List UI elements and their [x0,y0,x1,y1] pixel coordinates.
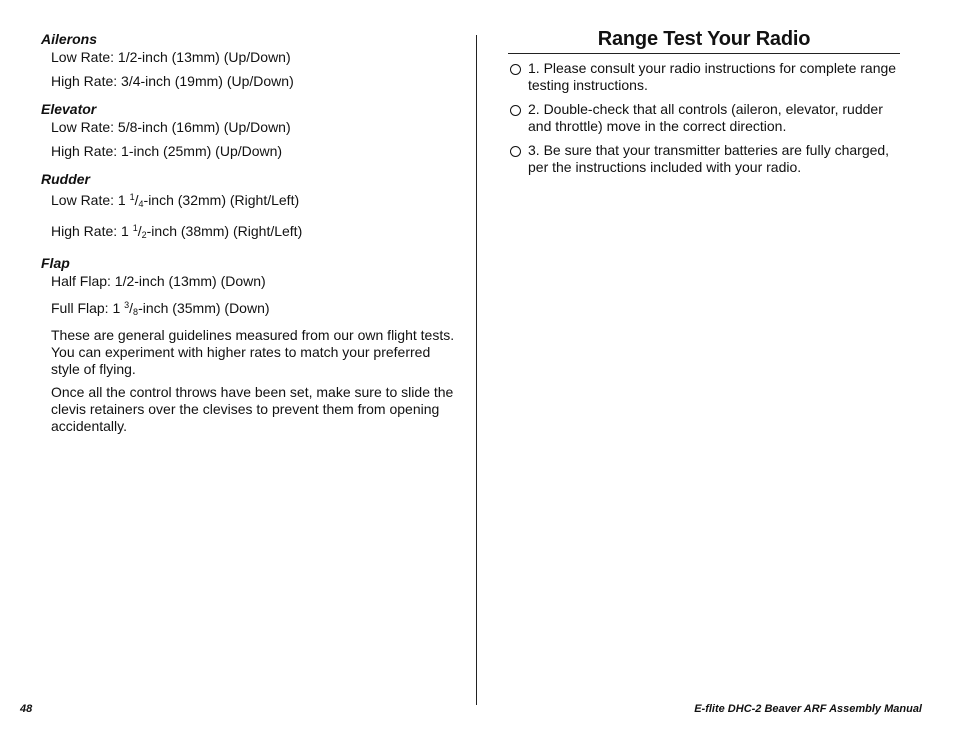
range-test-step[interactable] [508,60,900,94]
title-underline [508,53,900,54]
page-number: 48 [20,703,33,715]
flap-full-rate: Full Flap: 1 $^3/_8$-inch (35mm) (Down) [51,300,270,317]
step-text: 2. Double-check that all controls (aileron, elevator, rudder and throttle) move in the correct direction. [528,101,883,134]
checkbox-icon[interactable] [510,146,521,157]
elevator-low-rate: Low Rate: 5/8-inch (16mm) (Up/Down) [51,119,291,135]
ailerons-high-rate: High Rate: 3/4-inch (19mm) (Up/Down) [51,73,294,89]
elevator-heading: Elevator [41,101,97,117]
rudder-low-rate: Low Rate: 1 $^1/_4$-inch (32mm) (Right/Left) [51,192,300,209]
range-test-step[interactable] [508,142,900,176]
manual-title: E-flite DHC-2 Beaver ARF Assembly Manual [694,703,922,715]
clevis-paragraph: Once all the control throws have been set, make sure to slide the clevis retainers over the clevises to prevent them from opening accidentally. [51,384,454,434]
column-divider [476,35,477,705]
range-test-step[interactable] [508,101,900,135]
flap-heading: Flap [41,255,70,271]
range-test-title: Range Test Your Radio [597,28,811,50]
ailerons-low-rate: Low Rate: 1/2-inch (13mm) (Up/Down) [51,49,291,65]
flap-half-rate: Half Flap: 1/2-inch (13mm) (Down) [51,273,266,289]
step-text: 1. Please consult your radio instructions for complete range testing instructions. [528,60,897,93]
guidelines-paragraph: These are general guidelines measured from our own flight tests. You can experiment with higher rates to match your preferred style of flying. [51,327,455,377]
range-test-column [508,28,900,183]
rudder-high-rate: High Rate: 1 $^1/_2$-inch (38mm) (Right/Left) [51,223,303,240]
elevator-high-rate: High Rate: 1-inch (25mm) (Up/Down) [51,143,283,159]
control-throws-column [41,30,461,435]
ailerons-heading: Ailerons [41,31,98,47]
rudder-heading: Rudder [41,171,90,187]
checkbox-icon[interactable] [510,105,521,116]
checkbox-icon[interactable] [510,64,521,75]
step-text: 3. Be sure that your transmitter batteries are fully charged, per the instructions included with your radio. [528,142,890,175]
